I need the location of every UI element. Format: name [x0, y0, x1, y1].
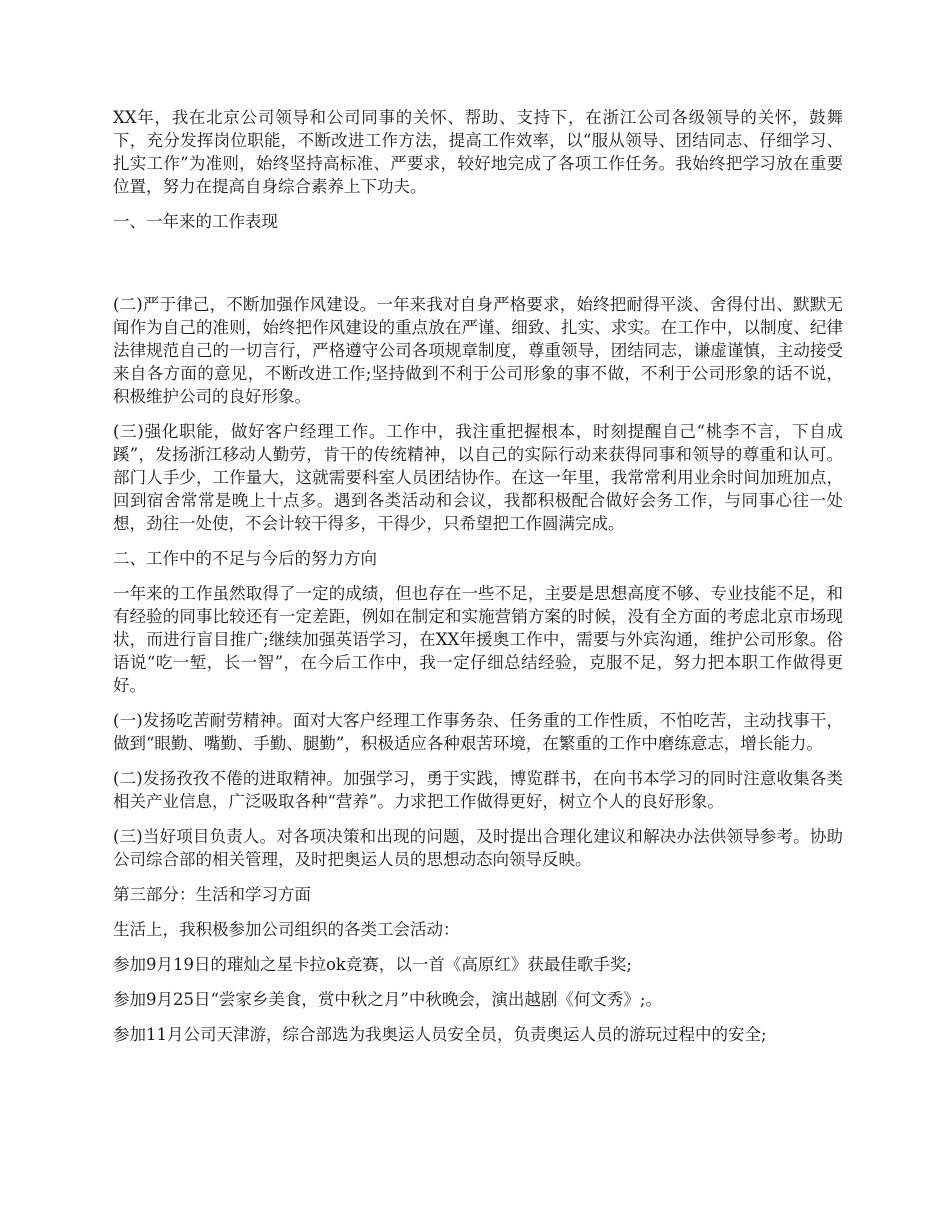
blank-gap: [113, 245, 843, 293]
list-item-event-mid-autumn: 参加9月25日“尝家乡美食，赏中秋之月”中秋晚会，演出越剧《何文秀》;。: [113, 990, 662, 1009]
section-heading-life-study: 第三部分：生活和学习方面: [113, 885, 311, 904]
list-item-event-tianjin-trip: 参加11月公司天津游，综合部选为我奥运人员安全员，负责奥运人员的游玩过程中的安全;: [113, 1025, 767, 1044]
paragraph-progress: (二)发扬孜孜不倦的进取精神。加强学习，勇于实践，博览群书，在向书本学习的同时注意收集各类相关产业信息，广泛吸取各种“营养”。力求把工作做得更好，树立个人的良好形象。: [113, 769, 843, 811]
section-heading-shortcomings: 二、工作中的不足与今后的努力方向: [113, 549, 377, 568]
paragraph-life: 生活上，我积极参加公司组织的各类工会活动：: [113, 920, 460, 939]
section-heading-work-performance: 一、一年来的工作表现: [113, 212, 278, 231]
paragraph-shortcomings: 一年来的工作虽然取得了一定的成绩，但也存在一些不足，主要是思想高度不够、专业技能不足，和有经验的同事比较还有一定差距，例如在制定和实施营销方案的时候，没有全方面的考虑北京市场现状，而进行盲目推广;继续加强英语学习，在XX年援奥工作中，需要与外宾沟通，维护公司形象。俗语说“吃一堑，长一智”，在今后工作中，我一定仔细总结经验，克服不足，努力把本职工作做得更好。: [113, 584, 843, 695]
paragraph-account-manager-duty: (三)强化职能，做好客户经理工作。工作中，我注重把握根本，时刻提醒自己“桃李不言，下自成蹊”，发扬浙江移动人勤劳，肯干的传统精神，以自己的实际行动来获得同事和领导的尊重和认可。部门人手少，工作量大，这就需要科室人员团结协作。在这一年里，我常常利用业余时间加班加点，回到宿舍常常是晚上十点多。遇到各类活动和会议，我都积极配合做好会务工作，与同事心往一处想，劲往一处使，不会计较干得多，干得少，只希望把工作圆满完成。: [113, 422, 843, 533]
paragraph-hard-work: (一)发扬吃苦耐劳精神。面对大客户经理工作事务杂、任务重的工作性质，不怕吃苦，主动找事干，做到“眼勤、嘴勤、手勤、腿勤”，积极适应各种艰苦环境，在繁重的工作中磨练意志，增长能力。: [113, 711, 843, 753]
paragraph-project-lead: (三)当好项目负责人。对各项决策和出现的问题，及时提出合理化建议和解决办法供领导参考。协助公司综合部的相关管理，及时把奥运人员的思想动态向领导反映。: [113, 827, 843, 869]
list-item-event-karaoke: 参加9月19日的璀灿之星卡拉ok竞赛，以一首《高原红》获最佳歌手奖;: [113, 955, 632, 974]
intro-paragraph: XX年，我在北京公司领导和公司同事的关怀、帮助、支持下，在浙江公司各级领导的关怀，鼓舞下，充分发挥岗位职能，不断改进工作方法，提高工作效率，以“服从领导、团结同志、仔细学习、扎实工作”为准则，始终坚持高标准、严要求，较好地完成了各项工作任务。我始终把学习放在重要位置，努力在提高自身综合素养上下功夫。: [113, 108, 843, 196]
paragraph-self-discipline: (二)严于律己，不断加强作风建设。一年来我对自身严格要求，始终把耐得平淡、舍得付出、默默无闻作为自己的准则，始终把作风建设的重点放在严谨、细致、扎实、求实。在工作中，以制度、纪律法律规范自己的一切言行，严格遵守公司各项规章制度，尊重领导，团结同志，谦虚谨慎，主动接受来自各方面的意见，不断改进工作;坚持做到不利于公司形象的事不做，不利于公司形象的话不说，积极维护公司的良好形象。: [113, 295, 843, 406]
document-body: [113, 106, 843, 1058]
